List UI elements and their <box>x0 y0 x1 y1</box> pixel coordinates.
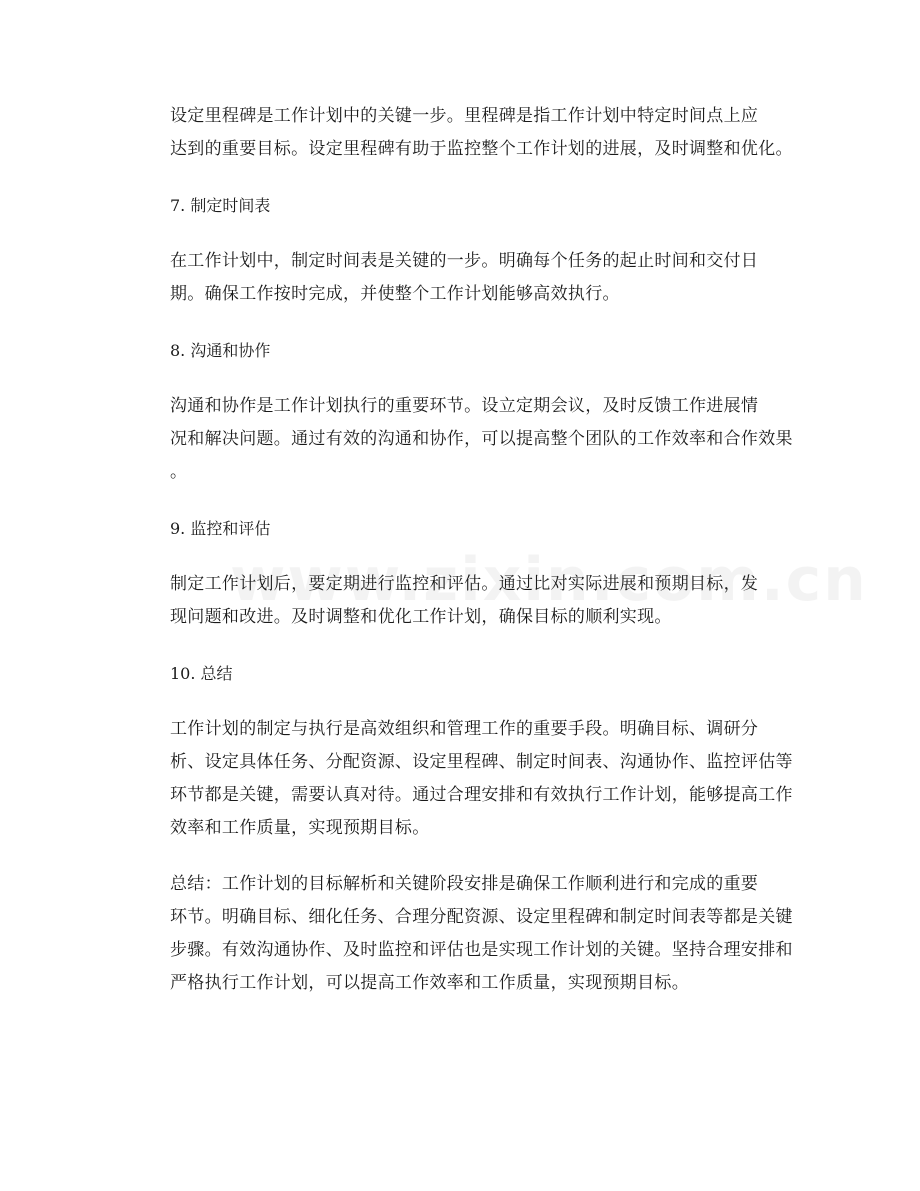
section-heading: 7. 制定时间表 <box>170 196 271 215</box>
text-line: 总结：工作计划的目标解析和关键阶段安排是确保工作顺利进行和完成的重要 <box>170 874 759 894</box>
text-line: 工作计划的制定与执行是高效组织和管理工作的重要手段。明确目标、调研分 <box>170 719 759 739</box>
text-line: 效率和工作质量，实现预期目标。 <box>170 818 430 838</box>
text-line: 析、设定具体任务、分配资源、设定里程碑、制定时间表、沟通协作、监控评估等 <box>170 752 793 772</box>
text-line: 况和解决问题。通过有效的沟通和协作，可以提高整个团队的工作效率和合作效果 <box>170 429 793 449</box>
text-line: 达到的重要目标。设定里程碑有助于监控整个工作计划的进展，及时调整和优化。 <box>170 139 793 159</box>
text-line: 现问题和改进。及时调整和优化工作计划，确保目标的顺利实现。 <box>170 607 672 627</box>
text-line: 步骤。有效沟通协作、及时监控和评估也是实现工作计划的关键。坚持合理安排和 <box>170 940 793 960</box>
text-line: 期。确保工作按时完成，并使整个工作计划能够高效执行。 <box>170 284 620 304</box>
section-heading: 8. 沟通和协作 <box>170 341 271 360</box>
paragraph <box>170 390 793 489</box>
text-line: 。 <box>170 462 188 482</box>
text-line: 制定工作计划后，要定期进行监控和评估。通过比对实际进展和预期目标，发 <box>170 574 759 594</box>
text-line: 严格执行工作计划，可以提高工作效率和工作质量，实现预期目标。 <box>170 973 689 993</box>
paragraph <box>170 100 793 166</box>
text-line: 沟通和协作是工作计划执行的重要环节。设立定期会议，及时反馈工作进展情 <box>170 396 759 416</box>
section-heading: 9. 监控和评估 <box>170 519 271 538</box>
text-line: 环节都是关键，需要认真对待。通过合理安排和有效执行工作计划，能够提高工作 <box>170 785 793 805</box>
section-heading: 10. 总结 <box>170 664 233 683</box>
text-line: 在工作计划中，制定时间表是关键的一步。明确每个任务的起止时间和交付日 <box>170 251 759 271</box>
paragraph <box>170 713 793 845</box>
paragraph <box>170 568 790 634</box>
paragraph <box>170 868 793 1000</box>
document-body <box>170 100 793 1023</box>
text-line: 环节。明确目标、细化任务、合理分配资源、设定里程碑和制定时间表等都是关键 <box>170 907 793 927</box>
text-line: 设定里程碑是工作计划中的关键一步。里程碑是指工作计划中特定时间点上应 <box>170 106 759 126</box>
paragraph <box>170 245 790 311</box>
